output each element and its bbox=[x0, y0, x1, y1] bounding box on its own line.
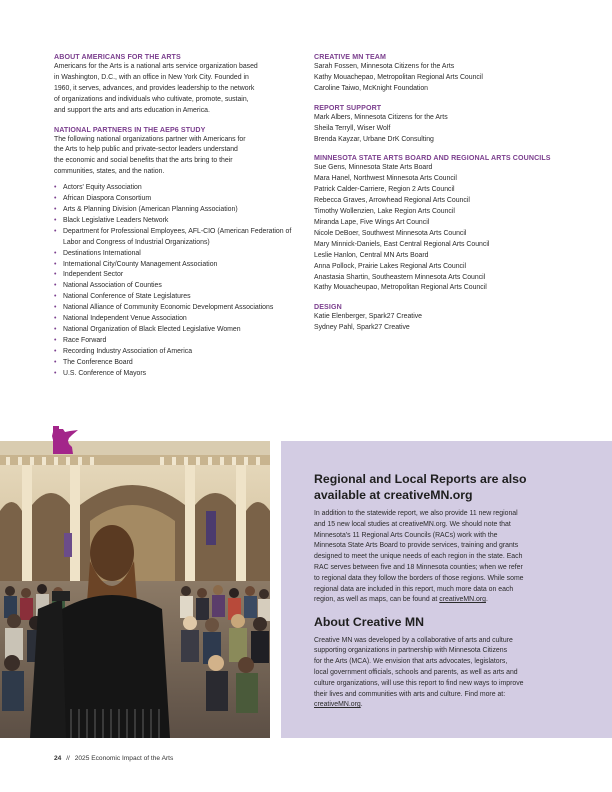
left-column bbox=[54, 52, 300, 379]
credit-line: Sheila Terryll, Wiser Wolf bbox=[314, 124, 391, 132]
credit-line: Sue Gens, Minnesota State Arts Board bbox=[314, 164, 433, 172]
credit-line: Anastasia Shartin, Southeastern Minnesota Arts Council bbox=[314, 273, 486, 281]
text-line: 1960, it serves, advances, and provides leadership to the network bbox=[54, 84, 255, 92]
text-line: of organizations and individuals who cultivate, promote, sustain, bbox=[54, 95, 249, 103]
text-line: communities, states, and the nation. bbox=[54, 168, 165, 176]
list-item: • The Conference Board bbox=[54, 358, 133, 366]
partners-intro bbox=[54, 135, 300, 179]
credit-line: Brenda Kayzar, Urbane DrK Consulting bbox=[314, 135, 434, 143]
footer-title: 2025 Economic Impact of the Arts bbox=[74, 755, 174, 762]
page-footer bbox=[54, 755, 173, 762]
credit-line: Anna Pollock, Prairie Lakes Regional Arts Council bbox=[314, 262, 467, 270]
credit-line: Kathy Mouacheupao, Metropolitan Regional Arts Council bbox=[314, 284, 487, 292]
list-item: • Recording Industry Association of America bbox=[54, 347, 193, 355]
credit-line: Katie Elenberger, Spark27 Creative bbox=[314, 313, 423, 321]
list-item: • National Association of Counties bbox=[54, 282, 162, 290]
creativemn-link[interactable]: creativeMN.org bbox=[314, 701, 361, 709]
footer-separator: // bbox=[66, 755, 70, 762]
credit-line: Sydney Pahl, Spark27 Creative bbox=[314, 324, 410, 332]
credit-line: Sarah Fossen, Minnesota Citizens for the Arts bbox=[314, 63, 455, 70]
info-panel bbox=[281, 441, 612, 738]
minnesota-state-icon bbox=[52, 426, 78, 454]
list-item: • Black Legislative Leaders Network bbox=[54, 216, 169, 224]
list-item: • Race Forward bbox=[54, 336, 107, 344]
state-board-heading: MINNESOTA STATE ARTS BOARD AND REGIONAL ARTS COUNCILS bbox=[314, 154, 551, 163]
text-line: and support the arts and arts education in America. bbox=[54, 106, 210, 114]
text-line: the economic and social benefits that the arts bring to their bbox=[54, 157, 233, 165]
list-item: • U.S. Conference of Mayors bbox=[54, 369, 147, 377]
list-item: • Department for Professional Employees, AFL-CIO (American Federation of Labor and Congress of Industrial Organizations) bbox=[54, 227, 292, 246]
about-creative-mn-text: Creative MN was developed by a collaborative of arts and culture supporting organizations in partnership with Minnesota Citizens for the Arts (MCA). We envision that arts advocates, legislators, local government officials, schools and parents, as well as arts and culture organizations, will use this report to find new ways to improve their lives and communities with arts and culture. Find more at: creativeMN.org. bbox=[314, 636, 524, 709]
regional-reports-title: Regional and Local Reports are also available at creativeMN.org bbox=[314, 472, 527, 502]
list-item: • Arts & Planning Division (American Planning Association) bbox=[54, 205, 238, 213]
credit-line: Mara Hanel, Northwest Minnesota Arts Council bbox=[314, 175, 457, 183]
about-creative-mn-title: About Creative MN bbox=[314, 615, 424, 630]
about-afta-heading: ABOUT AMERICANS FOR THE ARTS bbox=[54, 53, 181, 61]
page-number: 24 bbox=[54, 755, 62, 762]
credit-line: Miranda Lape, Five Wings Art Council bbox=[314, 218, 430, 226]
right-column bbox=[314, 52, 576, 334]
text-line: the Arts to help public and private-sector leaders understand bbox=[54, 146, 238, 154]
rotunda-photo bbox=[0, 441, 270, 738]
design-heading: DESIGN bbox=[314, 303, 342, 312]
list-item: • Destinations International bbox=[54, 249, 141, 257]
text-line: in Washington, D.C., with an office in New York City. Founded in bbox=[54, 73, 249, 81]
creative-team-heading: CREATIVE MN TEAM bbox=[314, 53, 387, 61]
list-item: • Actors' Equity Association bbox=[54, 184, 142, 192]
about-afta-text bbox=[54, 62, 300, 117]
list-item: • Independent Sector bbox=[54, 271, 124, 279]
credit-line: Mary Minnick-Daniels, East Central Regional Arts Council bbox=[314, 240, 490, 248]
list-item: • National Alliance of Community Economic Development Associations bbox=[54, 304, 274, 312]
credit-line: Leslie Hanlon, Central MN Arts Board bbox=[314, 251, 429, 259]
credit-line: Rebecca Graves, Arrowhead Regional Arts Council bbox=[314, 197, 470, 205]
list-item: • African Diaspora Consortium bbox=[54, 195, 152, 203]
creativemn-link[interactable]: creativeMN.org bbox=[439, 596, 486, 604]
partners-heading: NATIONAL PARTNERS IN THE AEP6 STUDY bbox=[54, 125, 206, 134]
text-line: Americans for the Arts is a national arts service organization based bbox=[54, 63, 258, 70]
credit-line: Mark Albers, Minnesota Citizens for the Arts bbox=[314, 113, 448, 121]
credit-line: Patrick Calder-Carriere, Region 2 Arts Council bbox=[314, 186, 455, 194]
list-item: • National Independent Venue Association bbox=[54, 315, 187, 323]
list-item: • National Organization of Black Elected Legislative Women bbox=[54, 325, 241, 333]
credit-line: Nicole DeBoer, Southwest Minnesota Arts Council bbox=[314, 229, 467, 237]
list-item: • National Conference of State Legislatures bbox=[54, 293, 191, 301]
list-item: • International City/County Management Association bbox=[54, 260, 218, 268]
regional-reports-text: In addition to the statewide report, we also provide 11 new regional and 15 new local studies at creativeMN.org. We should note that Minnesota's 11 Regional Arts Councils (RACs) work with the Minnesota State Arts Board to provide services, training and grants designed to meet the unique needs of each region in the state. Each RAC serves between five and 18 Minnesota counties; when we refer to regional data they follow the borders of those regions. While some regional data are included in this report, much more data on each region, as well as maps, can be found at creativeMN.org. bbox=[314, 510, 524, 604]
partners-list bbox=[54, 183, 300, 379]
credit-line: Kathy Mouachepao, Metropolitan Regional Arts Council bbox=[314, 73, 483, 81]
report-support-heading: REPORT SUPPORT bbox=[314, 103, 382, 112]
credit-line: Timothy Wollenzien, Lake Region Arts Council bbox=[314, 208, 455, 216]
credit-line: Caroline Taiwo, McKnight Foundation bbox=[314, 84, 429, 92]
text-line: The following national organizations partner with Americans for bbox=[54, 135, 246, 143]
